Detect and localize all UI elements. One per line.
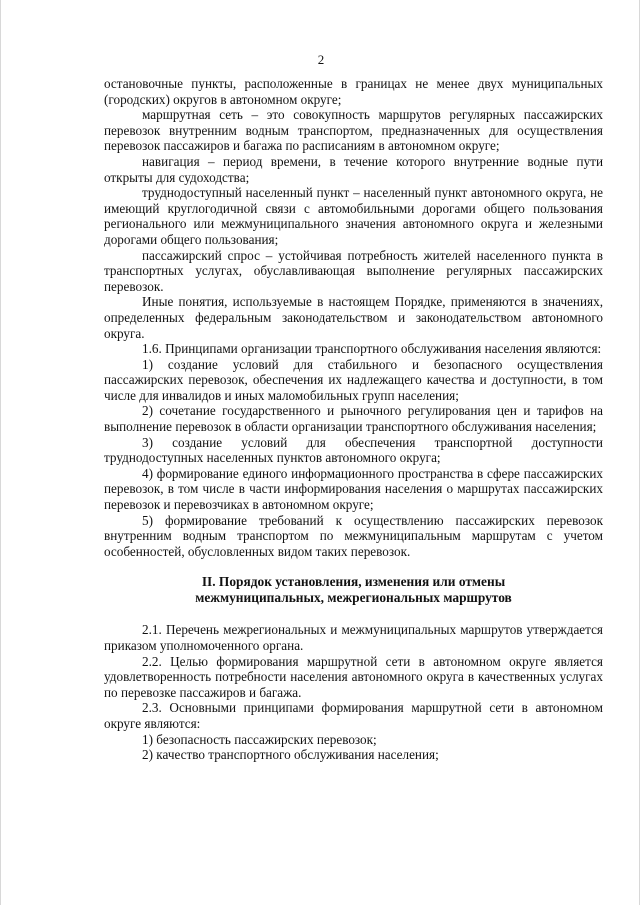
- list-item: 2) качество транспортного обслуживания населения;: [142, 747, 439, 763]
- list-item: 2) сочетание государственного и рыночного регулирования цен и тарифов на выполнение перевозок в области организации транспортного обслуживания населения;: [104, 403, 603, 435]
- paragraph: маршрутная сеть – это совокупность маршрутов регулярных пассажирских перевозок внутренним водным транспортом, предназначенных для осуществления перевозок пассажиров и багажа по расписаниям в автономном округе;: [104, 107, 603, 154]
- paragraph: пассажирский спрос – устойчивая потребность жителей населенного пункта в транспортных услугах, обуславливающая выполнение регулярных пассажирских перевозок.: [104, 247, 603, 294]
- paragraph: 2.3. Основными принципами формирования маршрутной сети в автономном округе являются:: [104, 700, 603, 731]
- document-body: [104, 76, 603, 763]
- list-item: 1) безопасность пассажирских перевозок;: [142, 731, 377, 747]
- section-heading-line-2: межмуниципальных, межрегиональных маршрутов: [195, 590, 512, 606]
- list-item: 1) создание условий для стабильного и безопасного осуществления пассажирских перевозок, обеспечения их надлежащего качества и доступности, в том числе для инвалидов и иных маломобильных групп населения;: [104, 356, 603, 403]
- list-item: 4) формирование единого информационного пространства в сфере пассажирских перевозок, в том числе в части информирования населения о маршрутах пассажирских перевозок и перевозчиках в автономном округе;: [104, 465, 603, 513]
- paragraph: 2.2. Целью формирования маршрутной сети в автономном округе является удовлетворенность потребности населения автономного округа в качественных услугах по перевозке пассажиров и багажа.: [104, 653, 603, 700]
- section-heading-line-1: II. Порядок установления, изменения или отмены: [201, 574, 506, 590]
- list-item: 5) формирование требований к осуществлению пассажирских перевозок внутренним водным транспортом по межмуниципальным маршрутам с учетом особенностей, обусловленных видом таких перевозок.: [104, 512, 603, 559]
- paragraph: труднодоступный населенный пункт – населенный пункт автономного округа, не имеющий круглогодичной связи с автомобильными дорогами общего пользования регионального или межмуниципального значения автономного округа и железными дорогами общего пользования;: [104, 185, 603, 247]
- paragraph: 1.6. Принципами организации транспортного обслуживания населения являются:: [142, 341, 602, 357]
- paragraph: 2.1. Перечень межрегиональных и межмуниципальных маршрутов утверждается приказом уполномоченного органа.: [104, 622, 603, 653]
- paragraph: остановочные пункты, расположенные в границах не менее двух муниципальных (городских) округов в автономном округе;: [104, 76, 603, 107]
- paragraph: навигация – период времени, в течение которого внутренние водные пути открыты для судоходства;: [104, 153, 603, 185]
- list-item: 3) создание условий для обеспечения транспортной доступности труднодоступных населенных пунктов автономного округа;: [104, 434, 603, 466]
- page-number: 2: [317, 52, 325, 67]
- paragraph: Иные понятия, используемые в настоящем Порядке, применяются в значениях, определенных федеральным законодательством и законодательством автономного округа.: [104, 294, 603, 341]
